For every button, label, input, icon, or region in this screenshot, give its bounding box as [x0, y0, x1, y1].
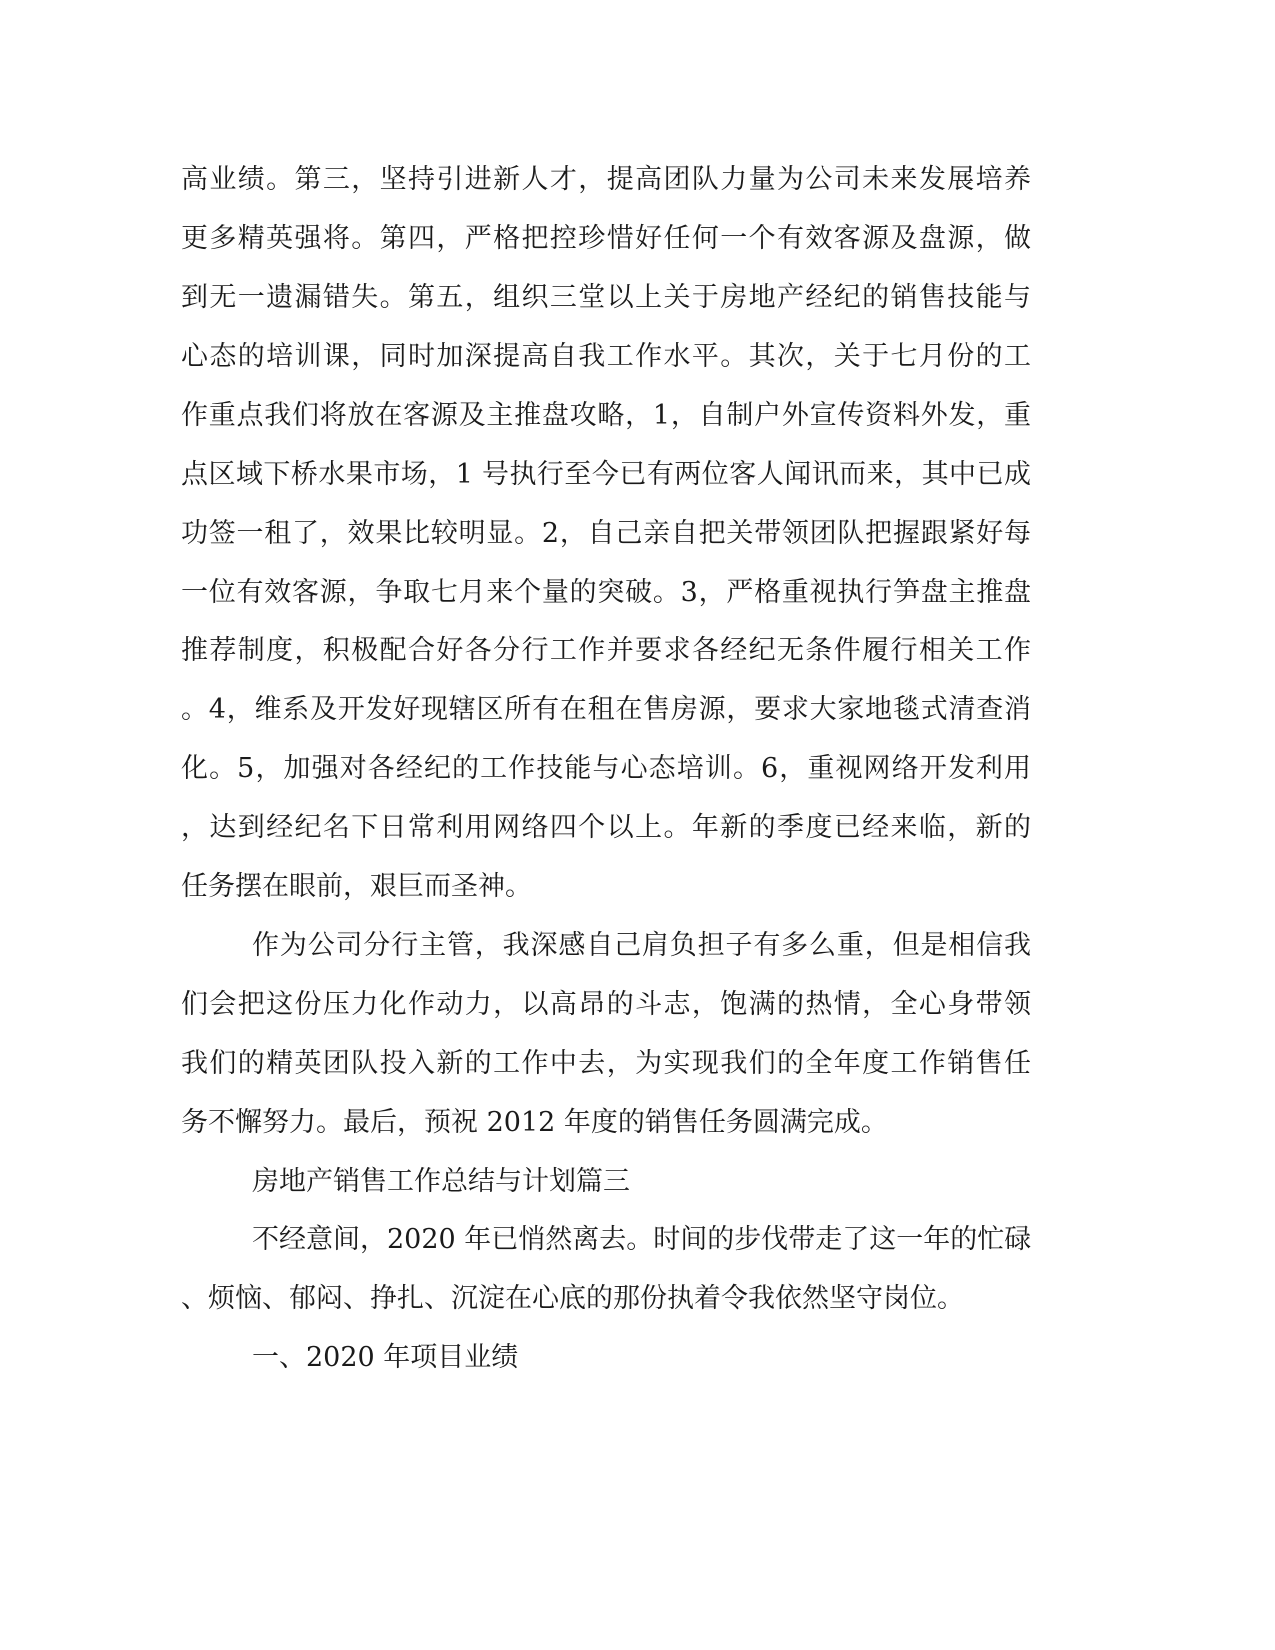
text-line: 作重点我们将放在客源及主推盘攻略，1，自制户外宣传资料外发，重	[181, 400, 1031, 431]
text-line: 作为公司分行主管，我深感自己肩负担子有多么重，但是相信我	[252, 930, 1031, 961]
subsection-heading: 一、2020 年项目业绩	[252, 1342, 519, 1373]
text-line: 高业绩。第三，坚持引进新人才，提高团队力量为公司未来发展培养	[181, 164, 1031, 195]
text-line: 推荐制度，积极配合好各分行工作并要求各经纪无条件履行相关工作	[181, 635, 1031, 666]
text-line: 们会把这份压力化作动力，以高昂的斗志，饱满的热情，全心身带领	[181, 989, 1031, 1020]
text-line: 功签一租了，效果比较明显。2，自己亲自把关带领团队把握跟紧好每	[181, 518, 1031, 549]
text-line: 更多精英强将。第四，严格把控珍惜好任何一个有效客源及盘源，做	[181, 223, 1031, 254]
text-line: 一位有效客源，争取七月来个量的突破。3，严格重视执行笋盘主推盘	[181, 577, 1031, 608]
text-line: 、烦恼、郁闷、挣扎、沉淀在心底的那份执着令我依然坚守岗位。	[181, 1283, 964, 1314]
text-line: 不经意间，2020 年已悄然离去。时间的步伐带走了这一年的忙碌	[252, 1224, 1032, 1255]
text-line: 心态的培训课，同时加深提高自我工作水平。其次，关于七月份的工	[181, 341, 1031, 372]
text-line: ，达到经纪名下日常利用网络四个以上。年新的季度已经来临，新的	[181, 812, 1031, 843]
text-line: 我们的精英团队投入新的工作中去，为实现我们的全年度工作销售任	[181, 1048, 1031, 1079]
text-line: 点区域下桥水果市场，1 号执行至今已有两位客人闻讯而来，其中已成	[181, 459, 1031, 490]
text-line: 任务摆在眼前，艰巨而圣神。	[181, 871, 532, 902]
text-line: 务不懈努力。最后，预祝 2012 年度的销售任务圆满完成。	[181, 1107, 888, 1138]
text-line: 到无一遗漏错失。第五，组织三堂以上关于房地产经纪的销售技能与	[181, 282, 1031, 313]
section-title: 房地产销售工作总结与计划篇三	[252, 1166, 630, 1197]
text-line: 化。5，加强对各经纪的工作技能与心态培训。6，重视网络开发利用	[181, 753, 1031, 784]
text-line: 。4，维系及开发好现辖区所有在租在售房源，要求大家地毯式清查消	[181, 694, 1031, 725]
